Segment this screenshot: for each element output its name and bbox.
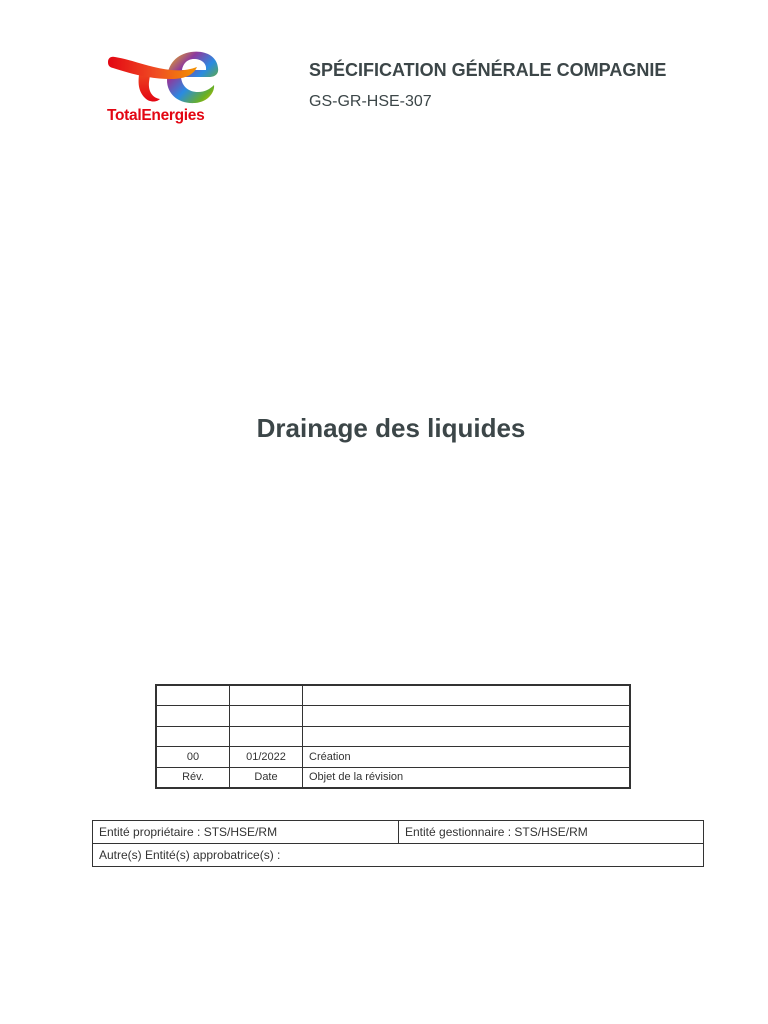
logo-wordmark: TotalEnergies [107, 107, 205, 124]
object-cell [303, 726, 631, 746]
table-row [156, 685, 630, 706]
table-row [93, 844, 704, 867]
company-logo [105, 46, 223, 130]
date-header: Date [230, 767, 303, 788]
revision-cell [156, 685, 230, 706]
approver-entities: Autre(s) Entité(s) approbatrice(s) : [93, 844, 704, 867]
date-cell: 01/2022 [230, 747, 303, 767]
manager-entity: Entité gestionnaire : STS/HSE/RM [399, 821, 704, 844]
revision-table [155, 684, 631, 789]
owner-entity: Entité propriétaire : STS/HSE/RM [93, 821, 399, 844]
object-header: Objet de la révision [303, 767, 631, 788]
revision-cell: 00 [156, 747, 230, 767]
date-cell [230, 685, 303, 706]
table-header-row [156, 767, 630, 788]
date-cell [230, 706, 303, 726]
document-reference: GS-GR-HSE-307 [309, 93, 432, 110]
date-cell [230, 726, 303, 746]
totalenergies-logo-icon [105, 46, 223, 106]
revision-header: Rév. [156, 767, 230, 788]
entities-table [92, 820, 704, 867]
table-row [93, 821, 704, 844]
object-cell [303, 685, 631, 706]
revision-cell [156, 726, 230, 746]
object-cell [303, 706, 631, 726]
document-title: Drainage des liquides [256, 413, 526, 443]
object-cell: Création [303, 747, 631, 767]
document-type: SPÉCIFICATION GÉNÉRALE COMPAGNIE [309, 60, 667, 80]
table-row [156, 747, 630, 767]
revision-cell [156, 706, 230, 726]
table-row [156, 726, 630, 746]
table-row [156, 706, 630, 726]
